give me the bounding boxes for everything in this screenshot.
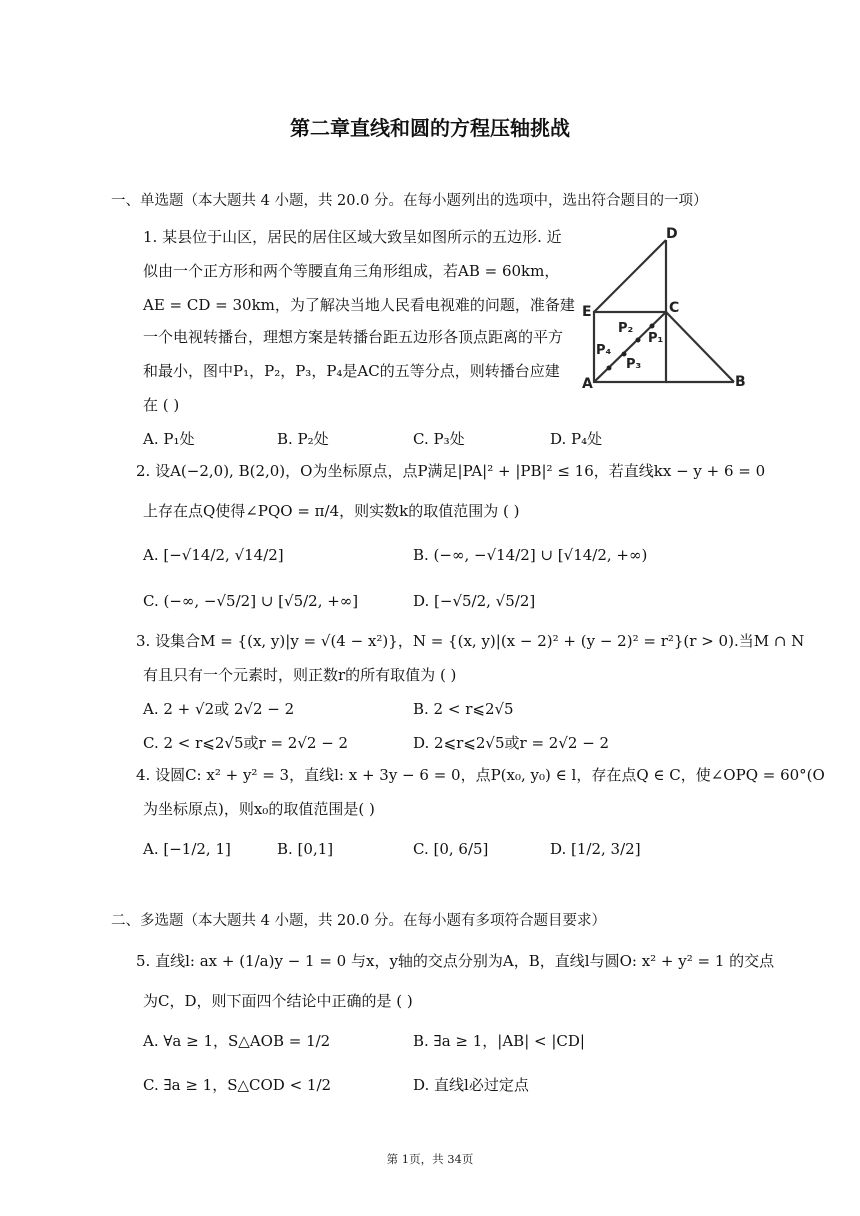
label-p3: P₃ [626, 357, 642, 372]
question-1-line: 和最小，图中P₁，P₂，P₃，P₄是AC的五等分点，则转播台应建 [143, 362, 560, 380]
option-c[interactable]: C. P₃处 [413, 430, 465, 448]
question-1-line: AE = CD = 30km，为了解决当地人民看电视难的问题，准备建 [143, 296, 575, 314]
page-footer: 第 1页，共 34页 [386, 1152, 474, 1166]
option-b[interactable]: B. 2 < r⩽2√5 [413, 700, 514, 718]
question-2-line: 上存在点Q使得∠PQO = π/4，则实数k的取值范围为 ( ) [143, 502, 520, 520]
option-a[interactable]: A. P₁处 [143, 430, 195, 448]
label-p2: P₂ [618, 321, 634, 336]
option-a[interactable]: A. [−1/2, 1] [143, 840, 231, 858]
pentagon-figure [578, 226, 760, 396]
option-a[interactable]: A. 2 + √2或 2√2 − 2 [143, 700, 295, 718]
page-title: 第二章直线和圆的方程压轴挑战 [290, 116, 570, 140]
option-b[interactable]: B. (−∞, −√14/2] ∪ [√14/2, +∞) [413, 546, 648, 564]
option-d[interactable]: D. P₄处 [550, 430, 603, 448]
label-c: C [669, 300, 680, 316]
option-d[interactable]: D. 直线l必过定点 [413, 1076, 529, 1094]
question-3-line: 3. 设集合M = {(x, y)|y = √(4 − x²)}，N = {(x, y)|(x − 2)² + (y − 2)² = r²}(r > 0).当M ∩ N [136, 632, 805, 650]
question-1-line: 似由一个正方形和两个等腰直角三角形组成，若AB = 60km， [143, 262, 560, 280]
label-p1: P₁ [648, 331, 664, 346]
point-p4 [607, 366, 612, 371]
option-c[interactable]: C. 2 < r⩽2√5或r = 2√2 − 2 [143, 734, 349, 752]
label-a: A [582, 376, 593, 392]
question-4-line: 为坐标原点)，则x₀的取值范围是( ) [143, 800, 375, 818]
section-heading-multiple-choice: 二、多选题（本大题共 4 小题，共 20.0 分。在每小题有多项符合题目要求） [111, 913, 606, 929]
label-b: B [735, 374, 746, 390]
point-p3 [622, 352, 627, 357]
option-d[interactable]: D. [−√5/2, √5/2] [413, 592, 536, 610]
point-p2 [636, 338, 641, 343]
option-a[interactable]: A. [−√14/2, √14/2] [143, 546, 284, 564]
label-p4: P₄ [596, 343, 612, 358]
option-c[interactable]: C. (−∞, −√5/2] ∪ [√5/2, +∞] [143, 592, 359, 610]
point-p1 [650, 324, 655, 329]
question-1-line: 1. 某县位于山区，居民的居住区域大致呈如图所示的五边形. 近 [143, 228, 562, 246]
option-b[interactable]: B. P₂处 [277, 430, 329, 448]
question-1-line: 在 ( ) [143, 396, 180, 414]
option-b[interactable]: B. ∃a ≥ 1，|AB| < |CD| [413, 1032, 585, 1050]
question-1-line: 一个电视转播台，理想方案是转播台距五边形各顶点距离的平方 [143, 328, 564, 346]
option-d[interactable]: D. [1/2, 3/2] [550, 840, 641, 858]
question-2-line: 2. 设A(−2,0), B(2,0)，O为坐标原点，点P满足|PA|² + |PB|² ≤ 16，若直线kx − y + 6 = 0 [136, 462, 766, 480]
option-d[interactable]: D. 2⩽r⩽2√5或r = 2√2 − 2 [413, 734, 610, 752]
section-heading-single-choice: 一、单选题（本大题共 4 小题，共 20.0 分。在每小题列出的选项中，选出符合题目的一项） [111, 193, 708, 209]
option-c[interactable]: C. [0, 6/5] [413, 840, 489, 858]
label-e: E [582, 304, 592, 320]
option-b[interactable]: B. [0,1] [277, 840, 334, 858]
option-c[interactable]: C. ∃a ≥ 1，S△COD < 1/2 [143, 1076, 332, 1094]
question-4-line: 4. 设圆C: x² + y² = 3，直线l: x + 3y − 6 = 0，点P(x₀, y₀) ∈ l，存在点Q ∈ C，使∠OPQ = 60°(O [136, 766, 825, 784]
label-d: D [666, 226, 678, 242]
question-5-line: 5. 直线l: ax + (1/a)y − 1 = 0 与x，y轴的交点分别为A，B，直线l与圆O: x² + y² = 1 的交点 [136, 952, 775, 970]
option-a[interactable]: A. ∀a ≥ 1，S△AOB = 1/2 [143, 1032, 331, 1050]
question-3-line: 有且只有一个元素时，则正数r的所有取值为 ( ) [143, 666, 457, 684]
question-5-line: 为C，D，则下面四个结论中正确的是 ( ) [143, 992, 413, 1010]
